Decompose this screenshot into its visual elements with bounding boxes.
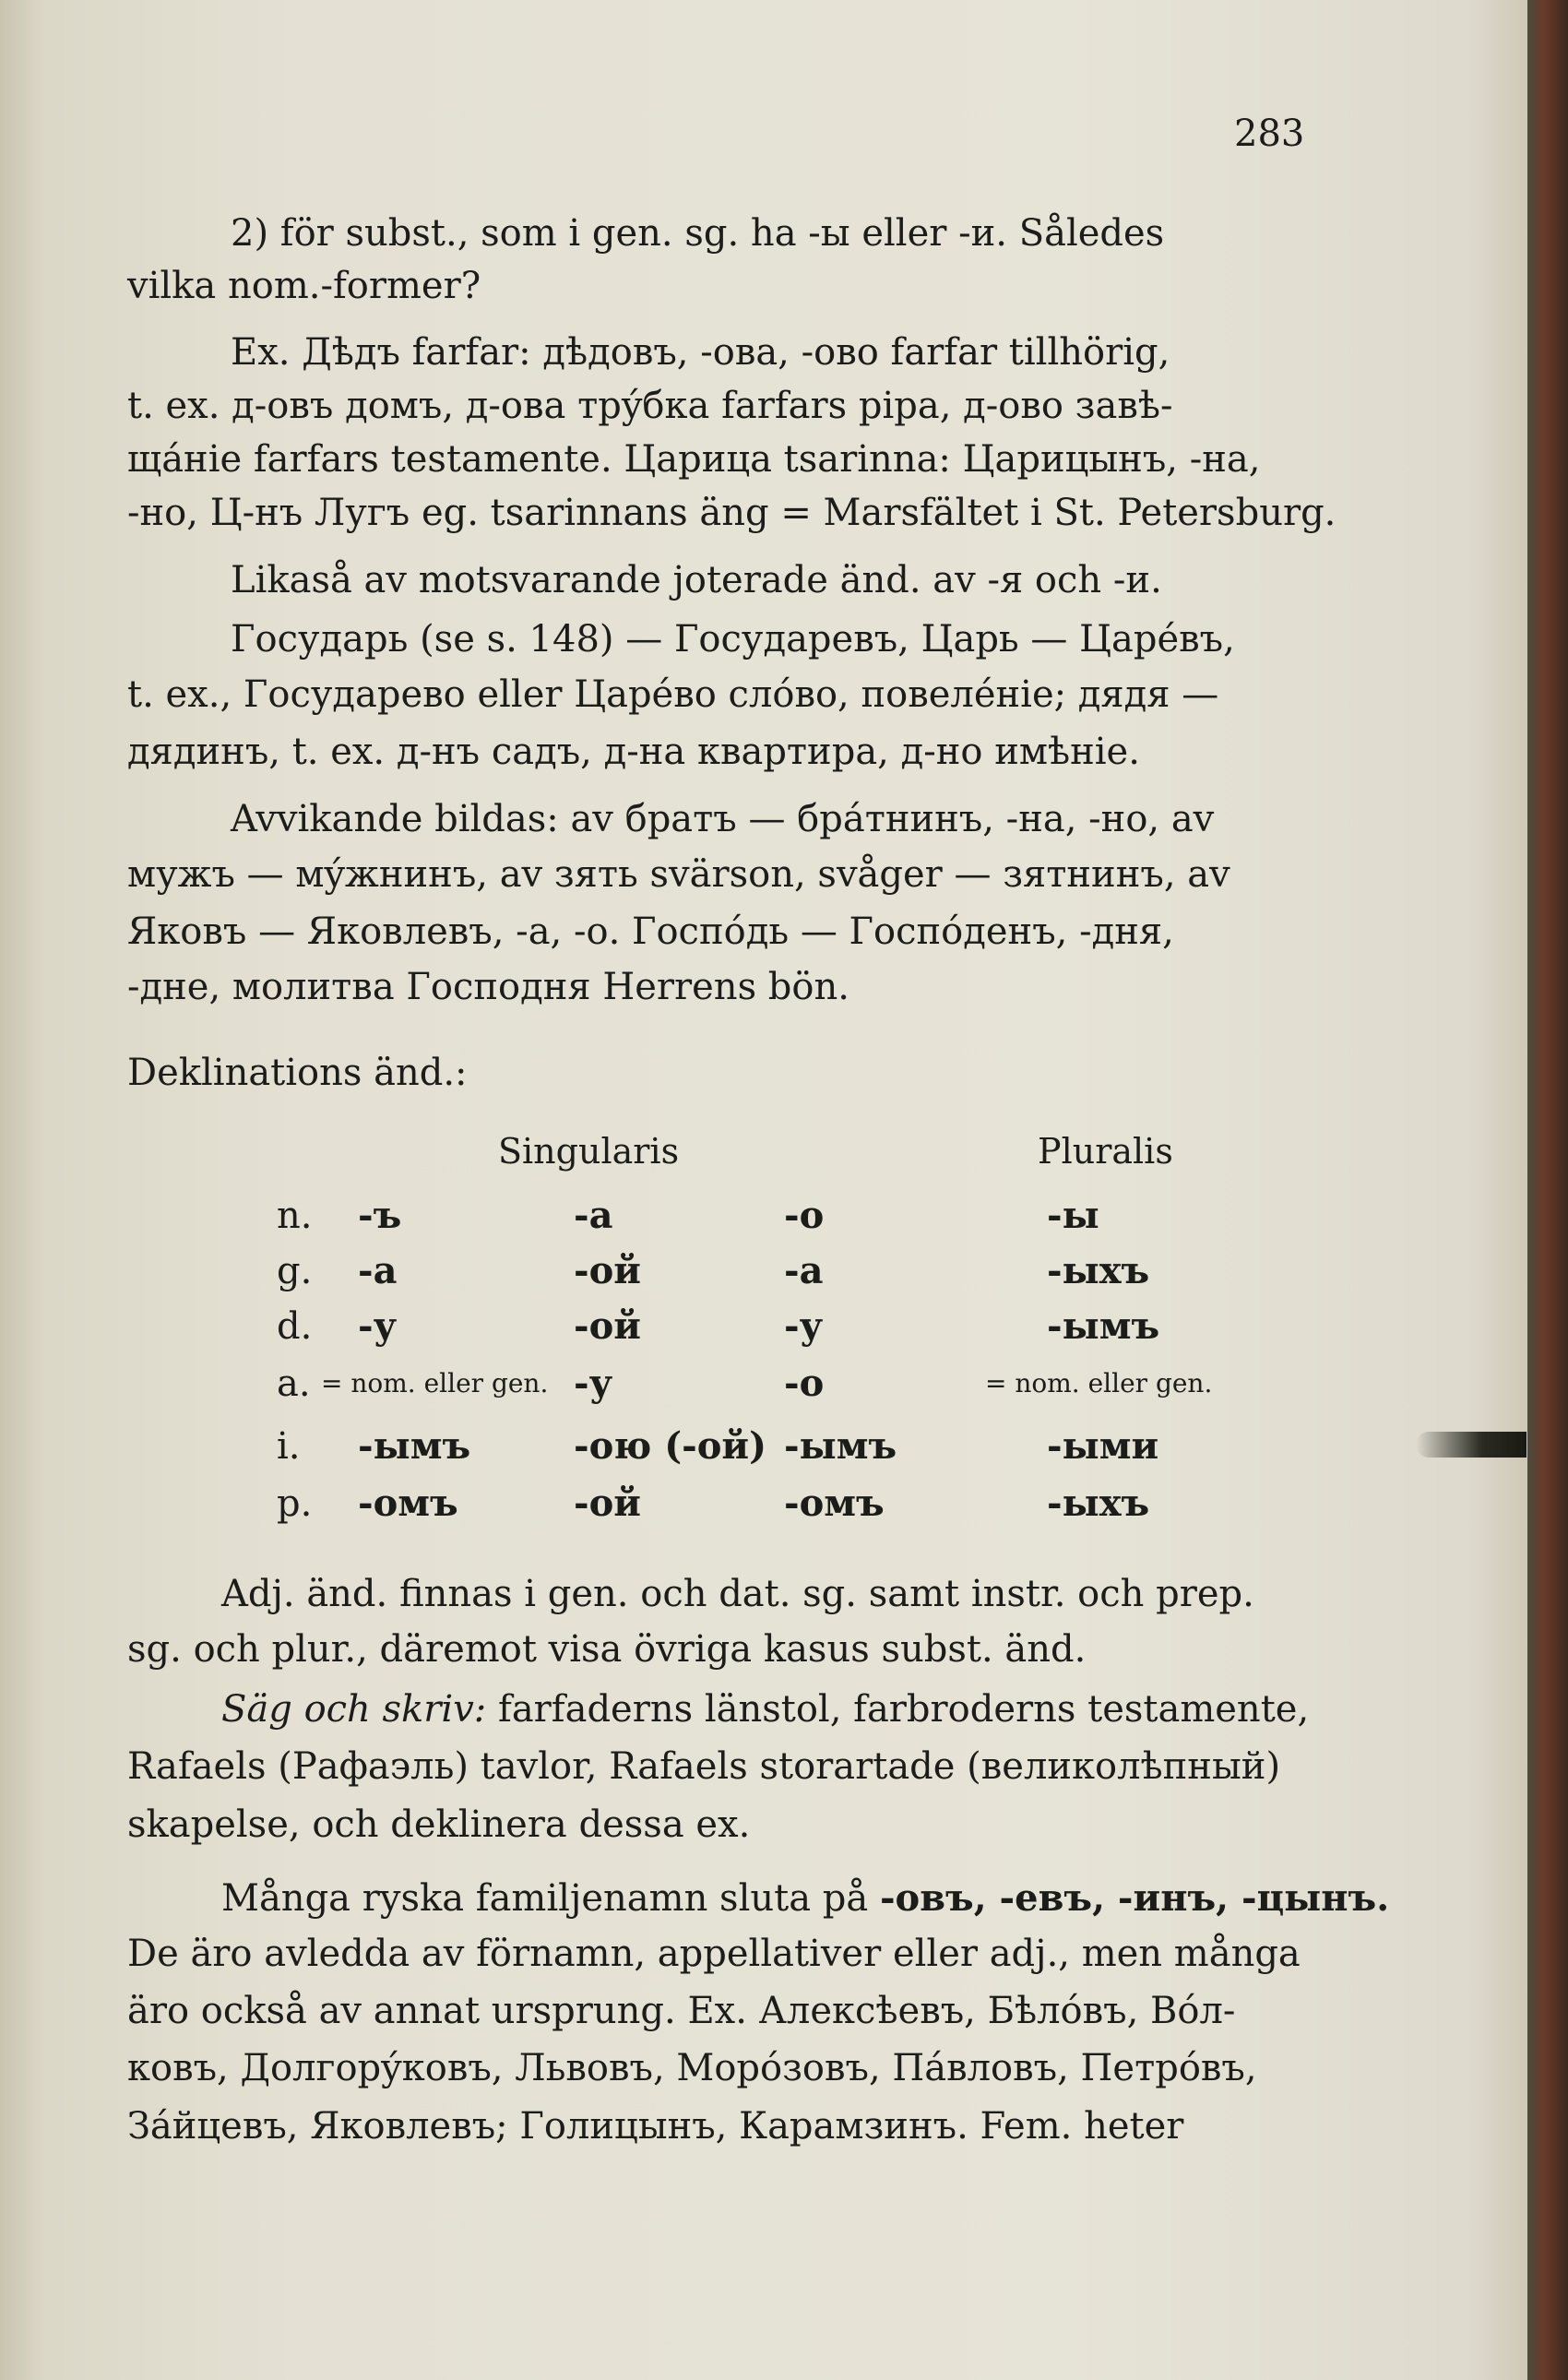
ending-plural: -ымъ [1047,1304,1160,1348]
para4-line2: t. ex., Государево eller Царéво слóво, повелéніе; дядя — [127,673,1219,716]
para5-line1: Avvikande bildas: av братъ — брáтнинъ, -на, -но, av [231,798,1215,840]
para4-line3: дядинъ, t. ex. д-нъ садъ, д-на квартира, д-но имѣніе. [127,731,1140,773]
ending-fem: -у [574,1362,613,1405]
page-number: 283 [1234,113,1305,155]
para2-line1: Ex. Дѣдъ farfar: дѣдовъ, -ова, -ово farfar tillhörig, [231,331,1170,374]
exercise-lead: Säg och skriv: [221,1688,487,1731]
case-label: n. [277,1195,313,1237]
bookmark-ribbon [1416,1432,1526,1458]
ending-neut: -а [784,1249,824,1292]
ending-plural: -ы [1047,1194,1099,1237]
para1-line1: 2) för subst., som i gen. sg. ha -ы eller -и. Således [231,212,1165,255]
declension-label: Deklinations änd.: [127,1052,468,1094]
para6-line2: sg. och plur., däremot visa övriga kasus subst. änd. [127,1628,1087,1671]
ending-masc: -ымъ [358,1424,471,1468]
ending-fem: -ою (-ой) [574,1424,767,1468]
case-label: a. [277,1363,311,1405]
ending-fem: -ой [574,1304,641,1348]
ending-masc: -а [358,1249,398,1292]
ending-fem: -ой [574,1482,641,1525]
case-label: d. [277,1305,313,1348]
para7-line1-rest: farfaderns länstol, farbroderns testamente, [486,1688,1310,1731]
para2-line2: t. ex. д-овъ домъ, д-ова трýбка farfars pipa, д-ово завѣ- [127,385,1173,427]
para1-line2: vilka nom.-former? [127,265,481,307]
para8-line1-text: Många ryska familjenamn sluta på [221,1877,880,1920]
case-label: g. [277,1250,313,1292]
para5-line3: Яковъ — Яковлевъ, -а, -о. Госпóдь — Госпóденъ, -дня, [127,910,1174,953]
para3-line: Likaså av motsvarande joterade änd. av -я och -и. [231,559,1162,601]
singular-header: Singularis [498,1131,680,1172]
para8-line1 [221,1873,1389,1924]
ending-masc: -ъ [358,1194,402,1237]
para7-line2: Rafaels (Рафаэль) tavlor, Rafaels storartade (великолѣпный) [127,1745,1281,1788]
ending-neut: -омъ [784,1482,885,1525]
case-label: i. [277,1425,301,1468]
book-edge [1527,0,1568,2380]
para4-line1: Государь (se s. 148) — Государевъ, Царь — Царéвъ, [231,618,1235,660]
para8-line5: Зáйцевъ, Яковлевъ; Голицынъ, Карамзинъ. Fem. heter [127,2105,1184,2148]
ending-plural: -ыми [1047,1424,1159,1468]
ending-neut: -о [784,1362,825,1405]
ending-masc: -у [358,1304,398,1348]
plural-header: Pluralis [1038,1131,1173,1172]
para5-line4: -дне, молитва Господня Herrens bön. [127,966,849,1008]
para8-line4: ковъ, Долгорýковъ, Львовъ, Морóзовъ, Пáвловъ, Петрóвъ, [127,2047,1257,2089]
ending-neut: -ымъ [784,1424,897,1468]
para7-line1 [221,1684,1309,1735]
ending-plural: -ыхъ [1047,1249,1150,1292]
ending-masc: -омъ [358,1482,458,1525]
para6-line1: Adj. änd. finnas i gen. och dat. sg. samt instr. och prep. [221,1573,1254,1615]
para2-line4: -но, Ц-нъ Лугъ eg. tsarinnans äng = Marsfältet i St. Petersburg. [127,492,1336,534]
ending-neut: -у [784,1304,824,1348]
para8-line3: äro också av annat ursprung. Ex. Алексѣевъ, Бѣлóвъ, Вóл- [127,1990,1236,2032]
ending-plural: -ыхъ [1047,1482,1150,1525]
ending-neut: -о [784,1194,825,1237]
ending-fem: -ой [574,1249,641,1292]
ending-fem: -а [574,1194,613,1237]
case-label: p. [277,1482,313,1525]
ending-plural: = nom. eller gen. [985,1368,1213,1398]
surname-endings: -овъ, -евъ, -инъ, -цынъ. [879,1876,1390,1920]
para7-line3: skapelse, och deklinera dessa ex. [127,1803,751,1846]
para2-line3: щáніе farfars testamente. Царица tsarinna: Царицынъ, -на, [127,438,1261,481]
para8-line2: De äro avledda av förnamn, appellativer eller adj., men många [127,1933,1301,1975]
ending-masc: = nom. eller gen. [321,1368,549,1398]
para5-line2: мужъ — мýжнинъ, av зять svärson, svåger — зятнинъ, av [127,853,1230,896]
